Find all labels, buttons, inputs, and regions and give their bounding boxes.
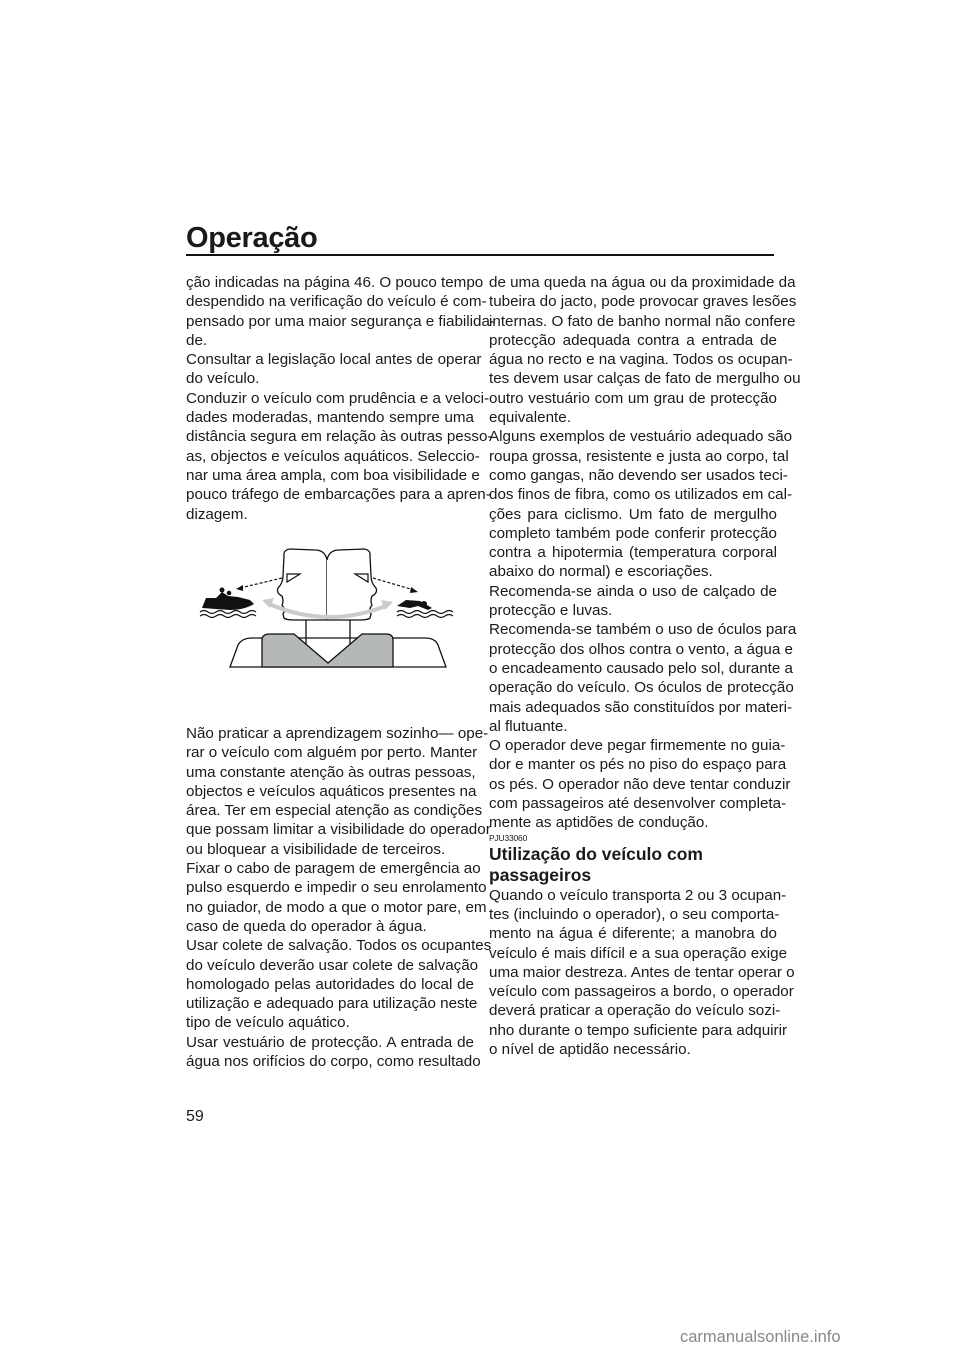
text-line: nar uma área ampla, com boa visibilidade e <box>186 466 480 484</box>
text-line: distância segura em relação às outras pesso- <box>186 428 493 446</box>
watermark: carmanualsonline.info <box>680 1328 841 1346</box>
paragraph <box>186 350 482 389</box>
text-line: como gangas, não devendo ser usados teci- <box>489 466 788 484</box>
section-heading-line: passageiros <box>489 864 592 885</box>
text-line: Alguns exemplos de vestuário adequado são <box>489 428 793 446</box>
paragraph <box>186 273 495 350</box>
text-line: uma maior destreza. Antes de tentar operar o <box>489 963 795 981</box>
text-line: que possam limitar a visibilidade do operador <box>186 821 491 839</box>
shoulders <box>230 634 446 667</box>
text-line: outro vestuário com um grau de protecção <box>489 389 777 407</box>
text-line: água nos orifícios do corpo, como resultado <box>186 1053 481 1071</box>
paragraph <box>489 620 797 736</box>
text-line: internas. O fato de banho normal não confere <box>489 312 796 330</box>
text-line: tes devem usar calças de fato de mergulho ou <box>489 370 801 388</box>
text-line: água no recto e na vagina. Todos os ocupan- <box>489 351 793 369</box>
text-line: dor e manter os pés no piso do espaço para <box>489 756 787 774</box>
heads-icon <box>278 549 377 620</box>
text-line: O operador deve pegar firmemente no guia- <box>489 737 786 755</box>
right-column-bottom <box>489 886 795 1060</box>
text-line: pouco tráfego de embarcações para a apren- <box>186 486 491 504</box>
text-line: ou bloquear a visibilidade de terceiros. <box>186 840 446 858</box>
text-line: mais adequados são constituídos por materi- <box>489 698 793 716</box>
text-line: deverá praticar a operação do veículo sozi- <box>489 1002 781 1020</box>
text-line: área. Ter em especial atenção as condições <box>186 802 483 820</box>
text-line: Usar colete de salvação. Todos os ocupantes <box>186 937 492 955</box>
text-line: nho durante o tempo suficiente para adquirir <box>489 1021 788 1039</box>
text-line: do veículo. <box>186 370 260 388</box>
right-column <box>489 273 801 1059</box>
text-line: protecção dos olhos contra o vento, a água e <box>489 640 793 658</box>
text-line: os pés. O operador não deve tentar conduzir <box>489 775 791 793</box>
text-line: utilização e adequado para utilização neste <box>186 995 478 1013</box>
left-column-bottom <box>186 724 492 1071</box>
operator-visibility-illustration <box>180 520 480 680</box>
text-line: as, objectos e veículos aquáticos. Seleccio- <box>186 447 480 465</box>
text-line: dizagem. <box>186 505 248 523</box>
paragraph <box>186 1033 481 1072</box>
text-line: veículo é mais difícil e a sua operação exige <box>489 944 788 962</box>
text-line: dades moderadas, mantendo sempre uma <box>186 409 474 427</box>
text-line: pensado por uma maior segurança e fiabilida- <box>186 312 495 330</box>
title-rule <box>186 254 774 256</box>
text-line: contra a hipotermia (temperatura corporal <box>489 544 777 562</box>
text-line: veículo com passageiros a bordo, o operador <box>489 983 794 1001</box>
paragraph <box>186 724 491 859</box>
text-line: do veículo deverão usar colete de salvação <box>186 956 479 974</box>
text-line: despendido na verificação do veículo é com- <box>186 293 487 311</box>
text-line: ções para ciclismo. Um fato de mergulho <box>489 505 777 523</box>
text-line: no guiador, de modo a que o motor pare, em <box>186 898 487 916</box>
text-line: com passageiros até desenvolver completa- <box>489 795 787 813</box>
text-line: equivalente. <box>489 409 571 427</box>
arrow-head-left <box>236 585 243 591</box>
swimmer-icon <box>397 600 432 610</box>
text-line: roupa grossa, resistente e justa ao corpo, tal <box>489 447 789 465</box>
page-title: Operação <box>186 222 318 254</box>
section-heading <box>489 844 777 886</box>
text-line: de uma queda na água ou da proximidade da <box>489 274 796 291</box>
text-line: abaixo do normal) e escoriações. <box>489 563 713 581</box>
text-line: objectos e veículos aquáticos presentes na <box>186 782 477 800</box>
text-line: tipo de veículo aquático. <box>186 1014 350 1032</box>
section-code: PJU33060 <box>489 832 528 843</box>
text-line: Recomenda-se também o uso de óculos para <box>489 621 797 639</box>
text-line: Usar vestuário de protecção. A entrada de <box>186 1033 474 1051</box>
text-line: Consultar a legislação local antes de operar <box>186 351 482 369</box>
text-line: Conduzir o veículo com prudência e a veloci- <box>186 389 490 407</box>
paragraph <box>489 886 795 1060</box>
text-line: Fixar o cabo de paragem de emergência ao <box>186 860 481 878</box>
text-line: al flutuante. <box>489 717 568 735</box>
text-line: rar o veículo com alguém por perto. Manter <box>186 744 478 762</box>
text-line: protecção adequada contra a entrada de <box>489 331 777 349</box>
arrow-head-right <box>410 587 418 593</box>
text-line: caso de queda do operador à água. <box>186 917 427 935</box>
text-line: Quando o veículo transporta 2 ou 3 ocupan- <box>489 886 787 904</box>
paragraph <box>489 427 793 581</box>
paragraph <box>186 859 487 936</box>
paragraph <box>489 582 777 621</box>
text-line: de. <box>186 331 208 349</box>
page-number: 59 <box>186 1108 204 1125</box>
text-line: protecção e luvas. <box>489 602 613 620</box>
text-line: mente as aptidões de condução. <box>489 814 709 832</box>
paragraph <box>489 273 801 427</box>
text-line: completo também pode conferir protecção <box>489 524 777 542</box>
text-line: o nível de aptidão necessário. <box>489 1040 691 1058</box>
text-line: pulso esquerdo e impedir o seu enrolamento <box>186 879 487 897</box>
text-line: tubeira do jacto, pode provocar graves lesões <box>489 293 797 311</box>
personal-watercraft-icon <box>202 588 254 611</box>
text-line: uma constante atenção às outras pessoas, <box>186 763 476 781</box>
left-column-top <box>186 273 495 524</box>
text-line: homologado pelas autoridades do local de <box>186 975 474 993</box>
right-column-top <box>489 273 801 833</box>
paragraph <box>489 736 791 832</box>
paragraph <box>186 389 493 524</box>
paragraph <box>186 936 492 1032</box>
section-heading-line: Utilização do veículo com <box>489 843 703 864</box>
text-line: ção indicadas na página 46. O pouco tempo <box>186 274 484 291</box>
text-line: tes (incluindo o operador), o seu comporta- <box>489 905 780 923</box>
text-line: o encadeamento causado pelo sol, durante a <box>489 659 793 677</box>
text-line: mento na água é diferente; a manobra do <box>489 925 777 943</box>
text-line: operação do veículo. Os óculos de protecção <box>489 679 794 697</box>
text-line: Recomenda-se ainda o uso de calçado de <box>489 582 777 600</box>
text-line: dos finos de fibra, como os utilizados em cal- <box>489 486 793 504</box>
text-line: Não praticar a aprendizagem sozinho— ope- <box>186 725 489 742</box>
